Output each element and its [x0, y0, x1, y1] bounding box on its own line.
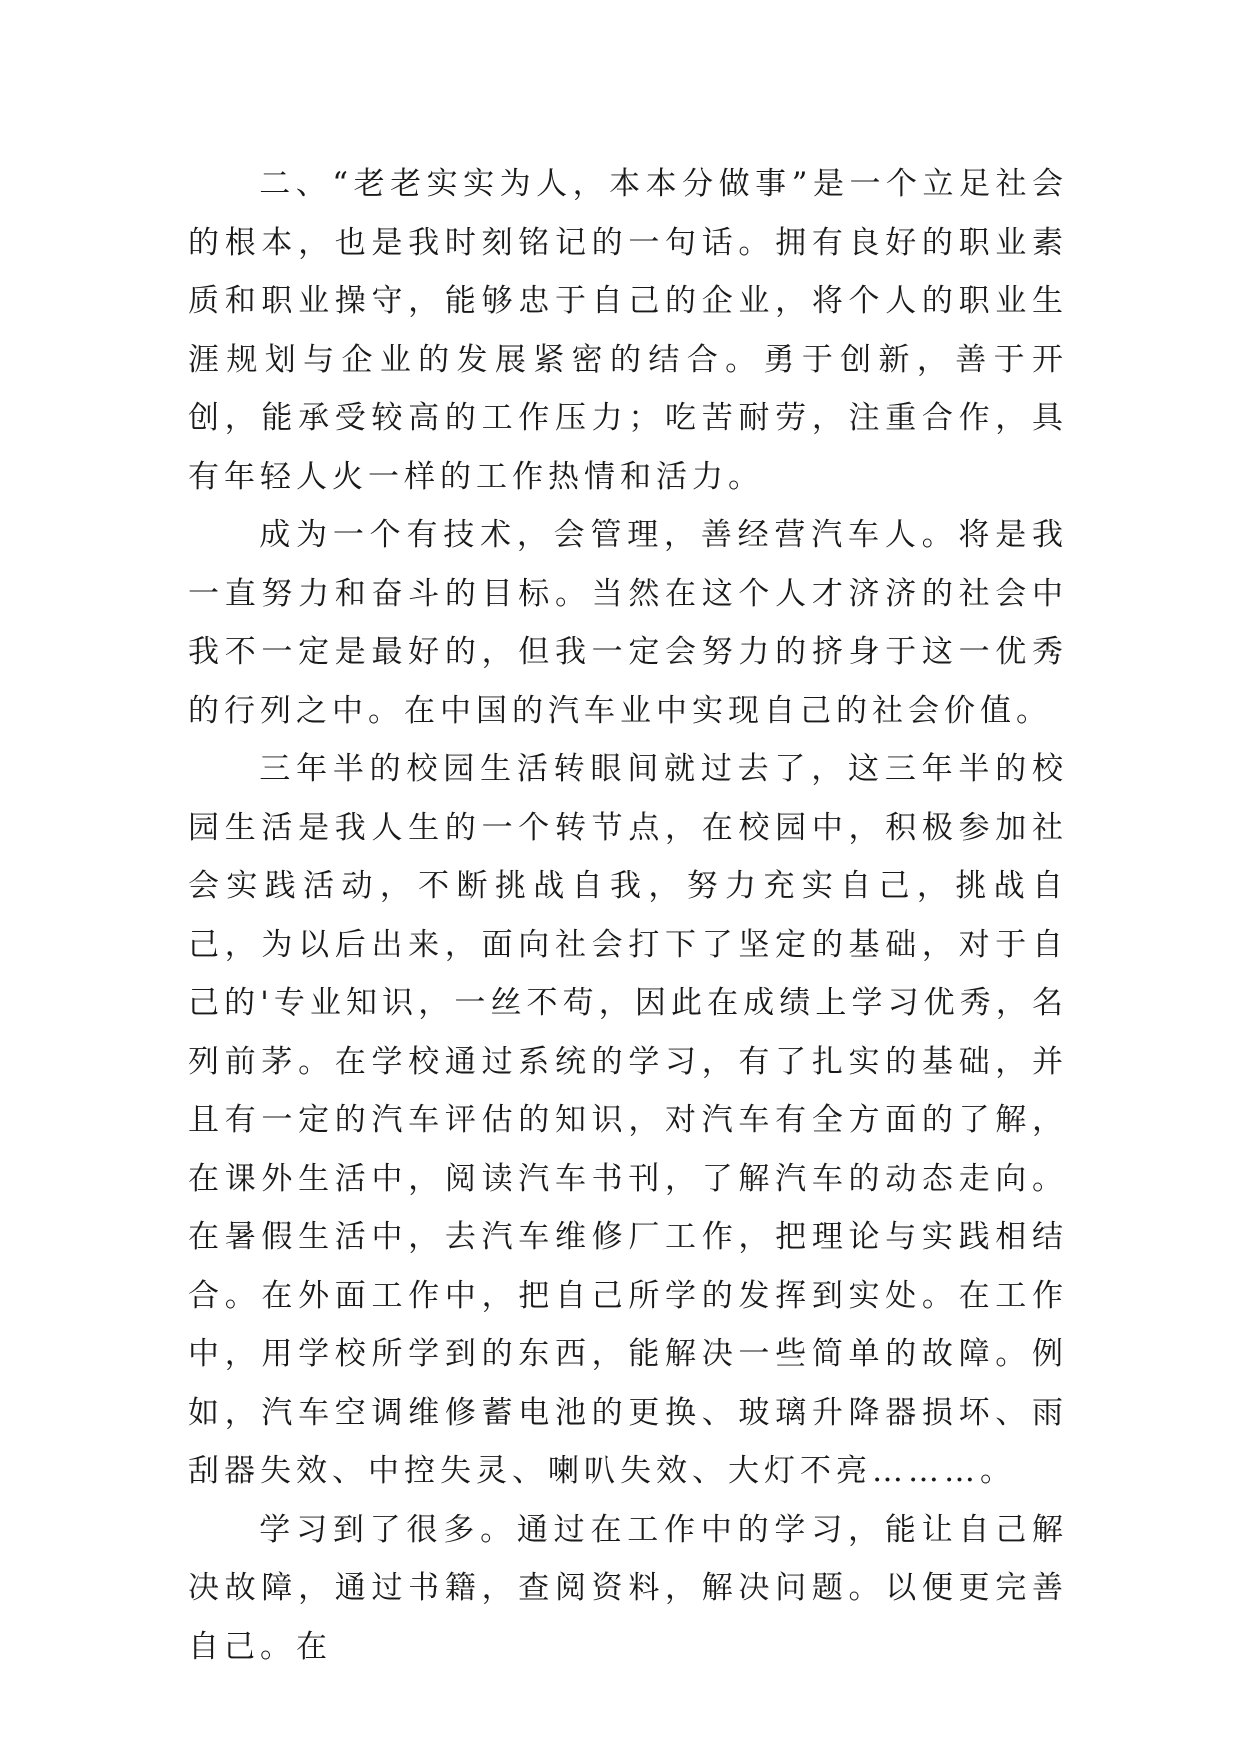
- paragraph-1: 二、“老老实实为人，本本分做事”是一个立足社会的根本，也是我时刻铭记的一句话。拥有良好的职业素质和职业操守，能够忠于自己的企业，将个人的职业生涯规划与企业的发展紧密的结合。勇于创新，善于开创，能承受较高的工作压力；吃苦耐劳，注重合作，具有年轻人火一样的工作热情和活力。: [188, 166, 1068, 495]
- paragraph-2: 成为一个有技术，会管理，善经营汽车人。将是我一直努力和奋斗的目标。当然在这个人才济济的社会中我不一定是最好的，但我一定会努力的挤身于这一优秀的行列之中。在中国的汽车业中实现自己的社会价值。: [188, 517, 1068, 729]
- paragraph-3: 三年半的校园生活转眼间就过去了，这三年半的校园生活是我人生的一个转节点，在校园中，积极参加社会实践活动，不断挑战自我，努力充实自己，挑战自己，为以后出来，面向社会打下了坚定的基础，对于自己的'专业知识，一丝不苟，因此在成绩上学习优秀，名列前茅。在学校通过系统的学习，有了扎实的基础，并且有一定的汽车评估的知识，对汽车有全方面的了解，在课外生活中，阅读汽车书刊，了解汽车的动态走向。在暑假生活中，去汽车维修厂工作，把理论与实践相结合。在外面工作中，把自己所学的发挥到实处。在工作中，用学校所学到的东西，能解决一些简单的故障。例如，汽车空调维修蓄电池的更换、玻璃升降器损坏、雨刮器失效、中控失灵、喇叭失效、大灯不亮………。: [188, 751, 1068, 1489]
- paragraph-4: 学习到了很多。通过在工作中的学习，能让自己解决故障，通过书籍，查阅资料，解决问题。以便更完善自己。在: [188, 1511, 1068, 1665]
- document-body: [188, 155, 1068, 1676]
